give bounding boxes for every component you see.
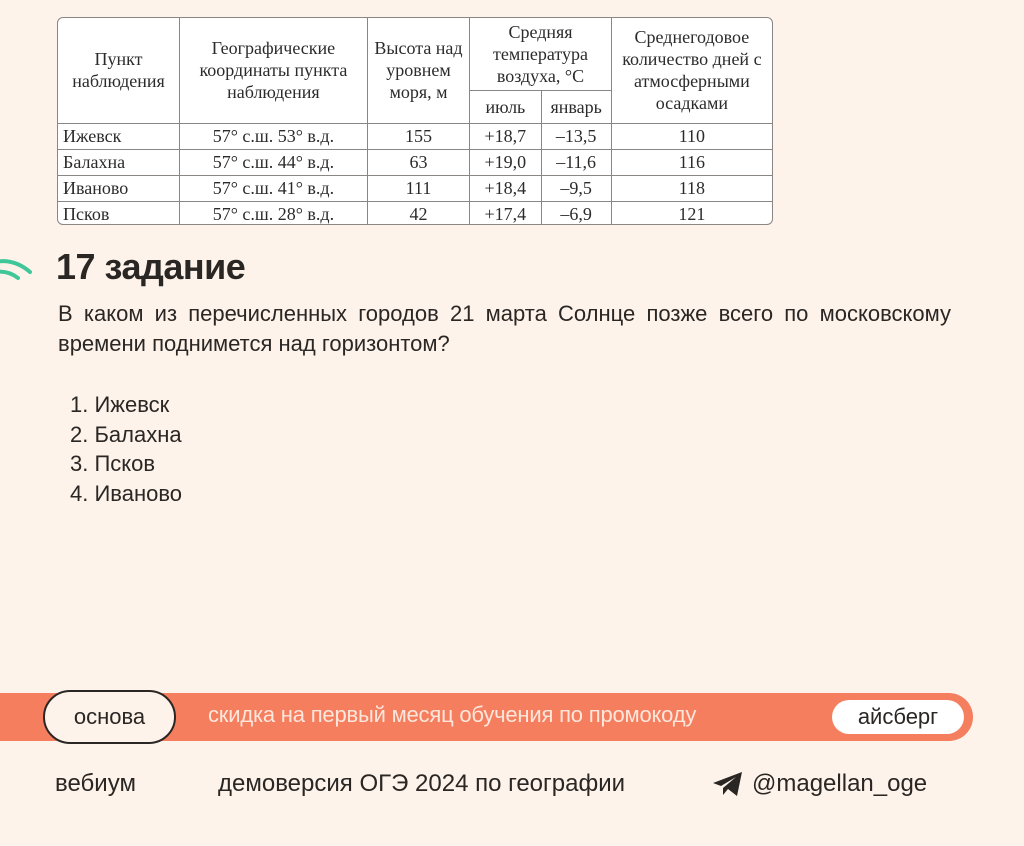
cell-height: 63 xyxy=(367,149,469,175)
footer-brand: вебиум xyxy=(55,770,136,797)
cell-coords: 57° с.ш. 28° в.д. xyxy=(180,201,368,225)
header-coords: Географические координаты пункта наблюдения xyxy=(180,18,368,123)
answer-option[interactable]: 2. Балахна xyxy=(70,421,182,447)
promo-text: скидка на первый месяц обучения по промокоду xyxy=(208,702,697,727)
osnova-badge[interactable]: основа xyxy=(43,690,176,744)
cell-height: 155 xyxy=(367,123,469,149)
header-point: Пункт наблюдения xyxy=(58,18,180,123)
cell-july: +18,7 xyxy=(470,123,541,149)
cell-precip: 110 xyxy=(611,123,772,149)
cell-coords: 57° с.ш. 44° в.д. xyxy=(180,149,368,175)
header-temp: Средняя температура воздуха, °С xyxy=(470,18,612,90)
cell-coords: 57° с.ш. 41° в.д. xyxy=(180,175,368,201)
task-question: В каком из перечисленных городов 21 марта Солнце позже всего по московскому времени поднимется над горизонтом? xyxy=(58,301,951,356)
telegram-handle: @magellan_oge xyxy=(752,770,928,797)
answer-list xyxy=(70,390,182,508)
cell-precip: 116 xyxy=(611,149,772,175)
header-july: июль xyxy=(470,90,541,123)
cell-january: –6,9 xyxy=(541,201,611,225)
table-row xyxy=(58,175,772,201)
header-height: Высота над уровнем моря, м xyxy=(367,18,469,123)
signal-arcs-icon xyxy=(0,250,42,290)
cell-city: Ижевск xyxy=(58,123,180,149)
promo-code-badge[interactable]: айсберг xyxy=(832,700,964,734)
table-row xyxy=(58,201,772,225)
table-header-row xyxy=(58,18,772,90)
telegram-link[interactable] xyxy=(712,768,927,800)
cell-precip: 121 xyxy=(611,201,772,225)
cell-july: +18,4 xyxy=(470,175,541,201)
cell-january: –11,6 xyxy=(541,149,611,175)
cell-city: Псков xyxy=(58,201,180,225)
cell-city: Балахна xyxy=(58,149,180,175)
task-title: 17 задание xyxy=(56,246,246,287)
table-row xyxy=(58,123,772,149)
cell-july: +17,4 xyxy=(470,201,541,225)
footer-demo-text: демоверсия ОГЭ 2024 по географии xyxy=(218,770,626,797)
header-january: январь xyxy=(541,90,611,123)
cell-july: +19,0 xyxy=(470,149,541,175)
table-row xyxy=(58,149,772,175)
cell-city: Иваново xyxy=(58,175,180,201)
header-precip: Среднегодовое количество дней с атмосферными осадками xyxy=(611,18,772,123)
telegram-icon xyxy=(712,770,744,798)
cell-coords: 57° с.ш. 53° в.д. xyxy=(180,123,368,149)
climate-table xyxy=(58,18,772,225)
cell-height: 111 xyxy=(367,175,469,201)
cell-january: –9,5 xyxy=(541,175,611,201)
answer-option[interactable]: 4. Иваново xyxy=(70,480,183,506)
climate-table-container xyxy=(57,17,773,225)
cell-january: –13,5 xyxy=(541,123,611,149)
answer-option[interactable]: 1. Ижевск xyxy=(70,392,170,417)
answer-option[interactable]: 3. Псков xyxy=(70,451,156,476)
cell-precip: 118 xyxy=(611,175,772,201)
cell-height: 42 xyxy=(367,201,469,225)
